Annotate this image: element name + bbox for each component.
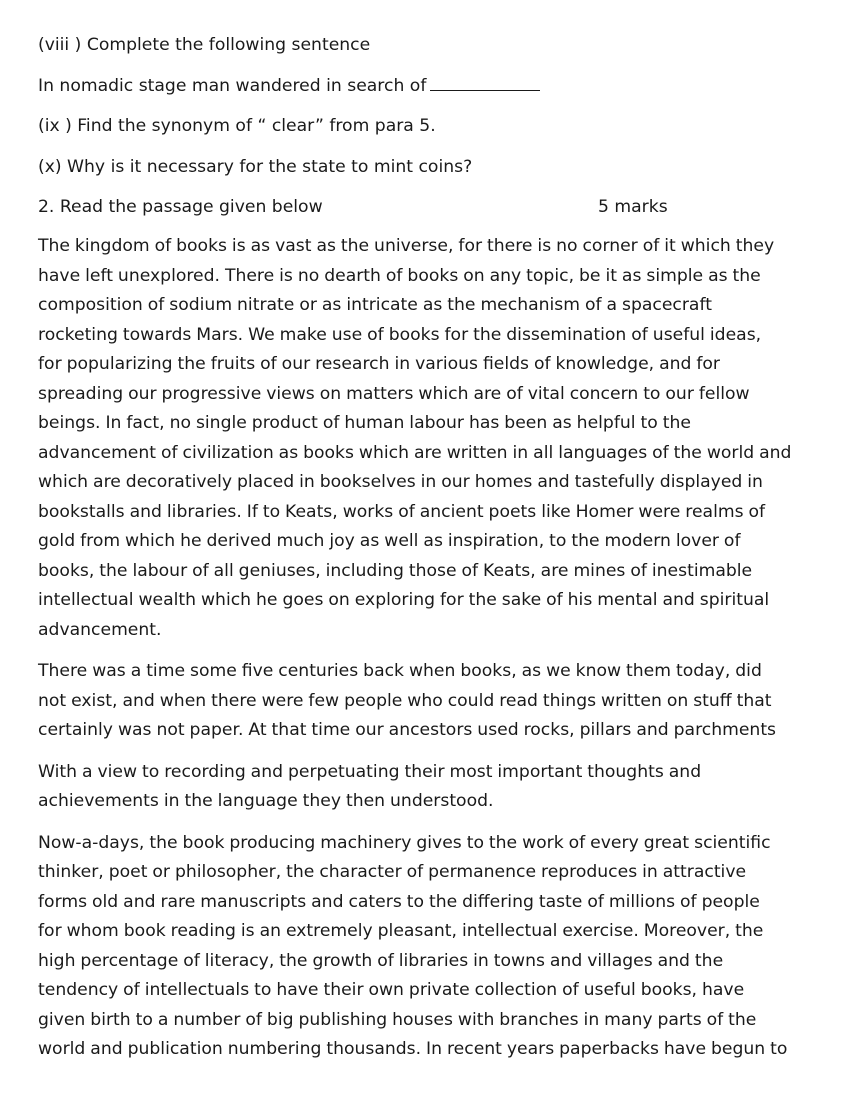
paragraph-line: tendency of intellectuals to have their own private collection of useful books, have [38, 980, 745, 1000]
paragraph-line: beings. In fact, no single product of human labour has been as helpful to the [38, 413, 691, 433]
section-title: 2. Read the passage given below [38, 197, 323, 217]
passage-paragraph-2 [38, 657, 838, 746]
section-heading [38, 192, 838, 222]
paragraph-line: thinker, poet or philosopher, the character of permanence reproduces in attractive [38, 862, 747, 882]
paragraph-line: for popularizing the fruits of our research in various fields of knowledge, and for [38, 354, 720, 374]
paragraph-line: which are decoratively placed in bookselves in our homes and tastefully displayed in [38, 472, 763, 492]
paragraph-line: not exist, and when there were few people who could read things written on stuff that [38, 690, 772, 711]
paragraph-line: world and publication numbering thousands. In recent years paperbacks have begun to [38, 1039, 788, 1059]
paragraph-line: There was a time some five centuries back when books, as we know them today, did [38, 661, 762, 681]
paragraph-line: Now-a-days, the book producing machinery gives to the work of every great scientific [38, 832, 771, 853]
document-page [38, 30, 838, 1077]
fill-in-blank [430, 72, 540, 91]
paragraph-line: forms old and rare manuscripts and caters to the differing taste of millions of people [38, 891, 760, 912]
paragraph-line: achievements in the language they then understood. [38, 791, 494, 811]
paragraph-line: rocketing towards Mars. We make use of books for the dissemination of useful ideas, [38, 324, 762, 345]
paragraph-line: intellectual wealth which he goes on exploring for the sake of his mental and spiritual [38, 590, 770, 610]
paragraph-line: composition of sodium nitrate or as intricate as the mechanism of a spacecraft [38, 295, 712, 315]
paragraph-line: given birth to a number of big publishing houses with branches in many parts of the [38, 1009, 757, 1030]
paragraph-line: advancement of civilization as books which are written in all languages of the world and [38, 442, 792, 463]
paragraph-line: With a view to recording and perpetuating their most important thoughts and [38, 761, 702, 782]
paragraph-line: certainly was not paper. At that time our ancestors used rocks, pillars and parchments [38, 720, 777, 740]
paragraph-line: have left unexplored. There is no dearth of books on any topic, be it as simple as the [38, 265, 761, 286]
paragraph-line: books, the labour of all geniuses, including those of Keats, are mines of inestimable [38, 560, 753, 581]
paragraph-line: bookstalls and libraries. If to Keats, works of ancient poets like Homer were realms of [38, 501, 766, 522]
sentence-text: In nomadic stage man wandered in search of [38, 75, 427, 96]
passage-paragraph-4 [38, 829, 838, 1065]
question-viii-sentence [38, 71, 838, 101]
paragraph-line: The kingdom of books is as vast as the universe, for there is no corner of it which they [38, 236, 775, 256]
paragraph-line: for whom book reading is an extremely pleasant, intellectual exercise. Moreover, the [38, 921, 764, 941]
section-marks: 5 marks [598, 197, 668, 217]
paragraph-line: advancement. [38, 619, 162, 640]
question-x: (x) Why is it necessary for the state to mint coins? [38, 156, 473, 177]
paragraph-line: spreading our progressive views on matters which are of vital concern to our fellow [38, 383, 750, 404]
passage-paragraph-1 [38, 232, 838, 645]
paragraph-line: gold from which he derived much joy as well as inspiration, to the modern lover of [38, 531, 741, 551]
paragraph-line: high percentage of literacy, the growth of libraries in towns and villages and the [38, 950, 724, 971]
passage-paragraph-3 [38, 758, 838, 817]
question-viii: (viii ) Complete the following sentence [38, 35, 371, 55]
question-ix: (ix ) Find the synonym of “ clear” from para 5. [38, 116, 436, 136]
